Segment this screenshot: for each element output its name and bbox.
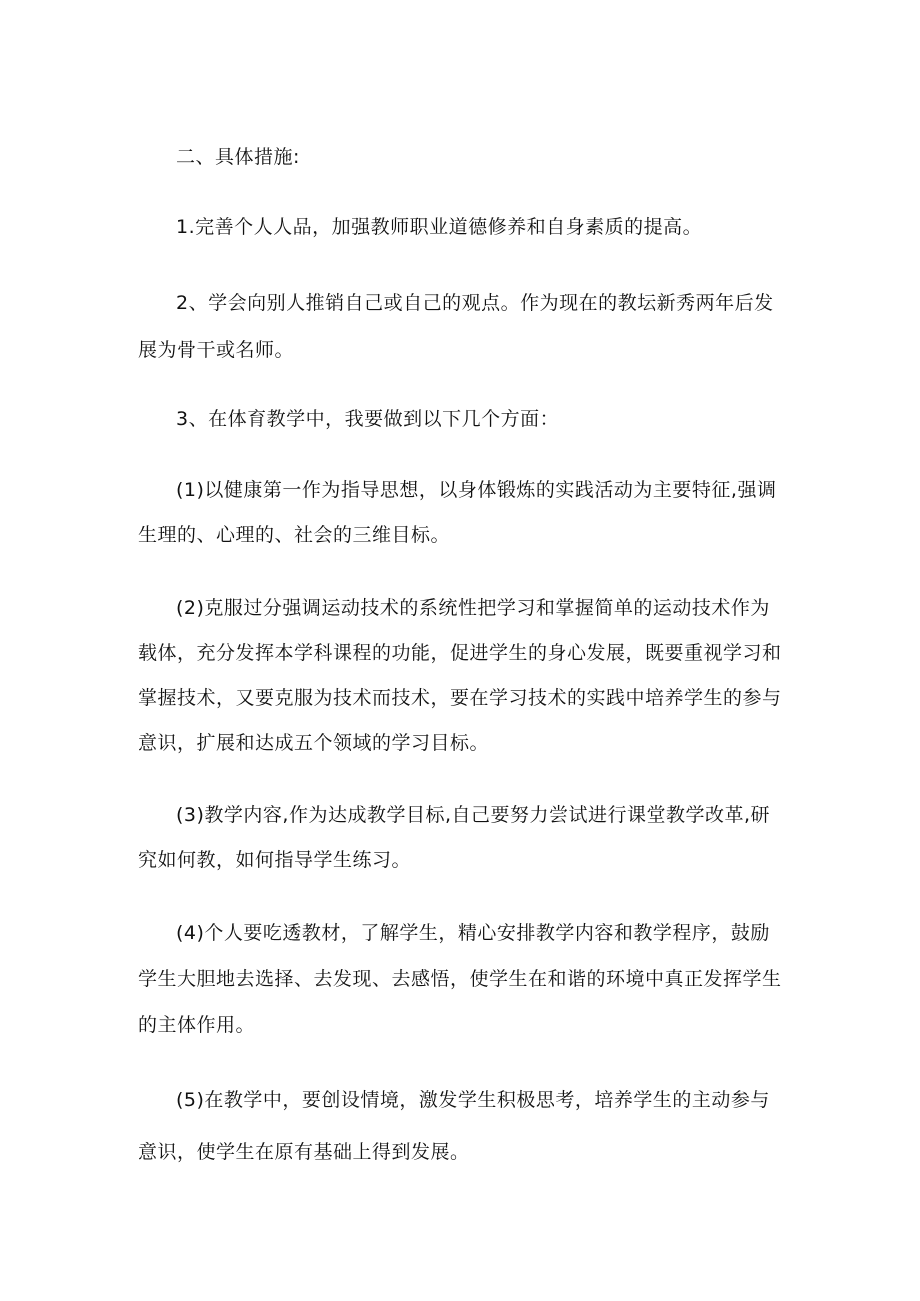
sub-list-item: (3)教学内容,作为达成教学目标,自己要努力尝试进行课堂教学改革,研究如何教，如何指导学生练习。	[138, 804, 771, 871]
list-item: 2、学会向别人推销自己或自己的观点。作为现在的教坛新秀两年后发展为骨干或名师。	[138, 292, 774, 361]
sub-list-item: (2)克服过分强调运动技术的系统性把学习和掌握简单的运动技术作为载体，充分发挥本学科课程的功能，促进学生的身心发展，既要重视学习和掌握技术，又要克服为技术而技术，要在学习技术的实践中培养学生的参与意识，扩展和达成五个领域的学习目标。	[138, 597, 782, 754]
sub-list-item: (1)以健康第一作为指导思想，以身体锻炼的实践活动为主要特征,强调生理的、心理的、社会的三维目标。	[138, 479, 777, 546]
section-heading: 二、具体措施:	[176, 146, 300, 168]
sub-list-item: (4)个人要吃透教材，了解学生，精心安排教学内容和教学程序，鼓励学生大胆地去选择、去发现、去感悟，使学生在和谐的环境中真正发挥学生的主体作用。	[138, 922, 782, 1036]
sub-list-item: (5)在教学中，要创设情境，激发学生积极思考，培养学生的主动参与意识，使学生在原有基础上得到发展。	[138, 1089, 770, 1163]
list-item: 1.完善个人人品，加强教师职业道德修养和自身素质的提高。	[176, 216, 703, 238]
list-item: 3、在体育教学中，我要做到以下几个方面：	[176, 408, 560, 430]
